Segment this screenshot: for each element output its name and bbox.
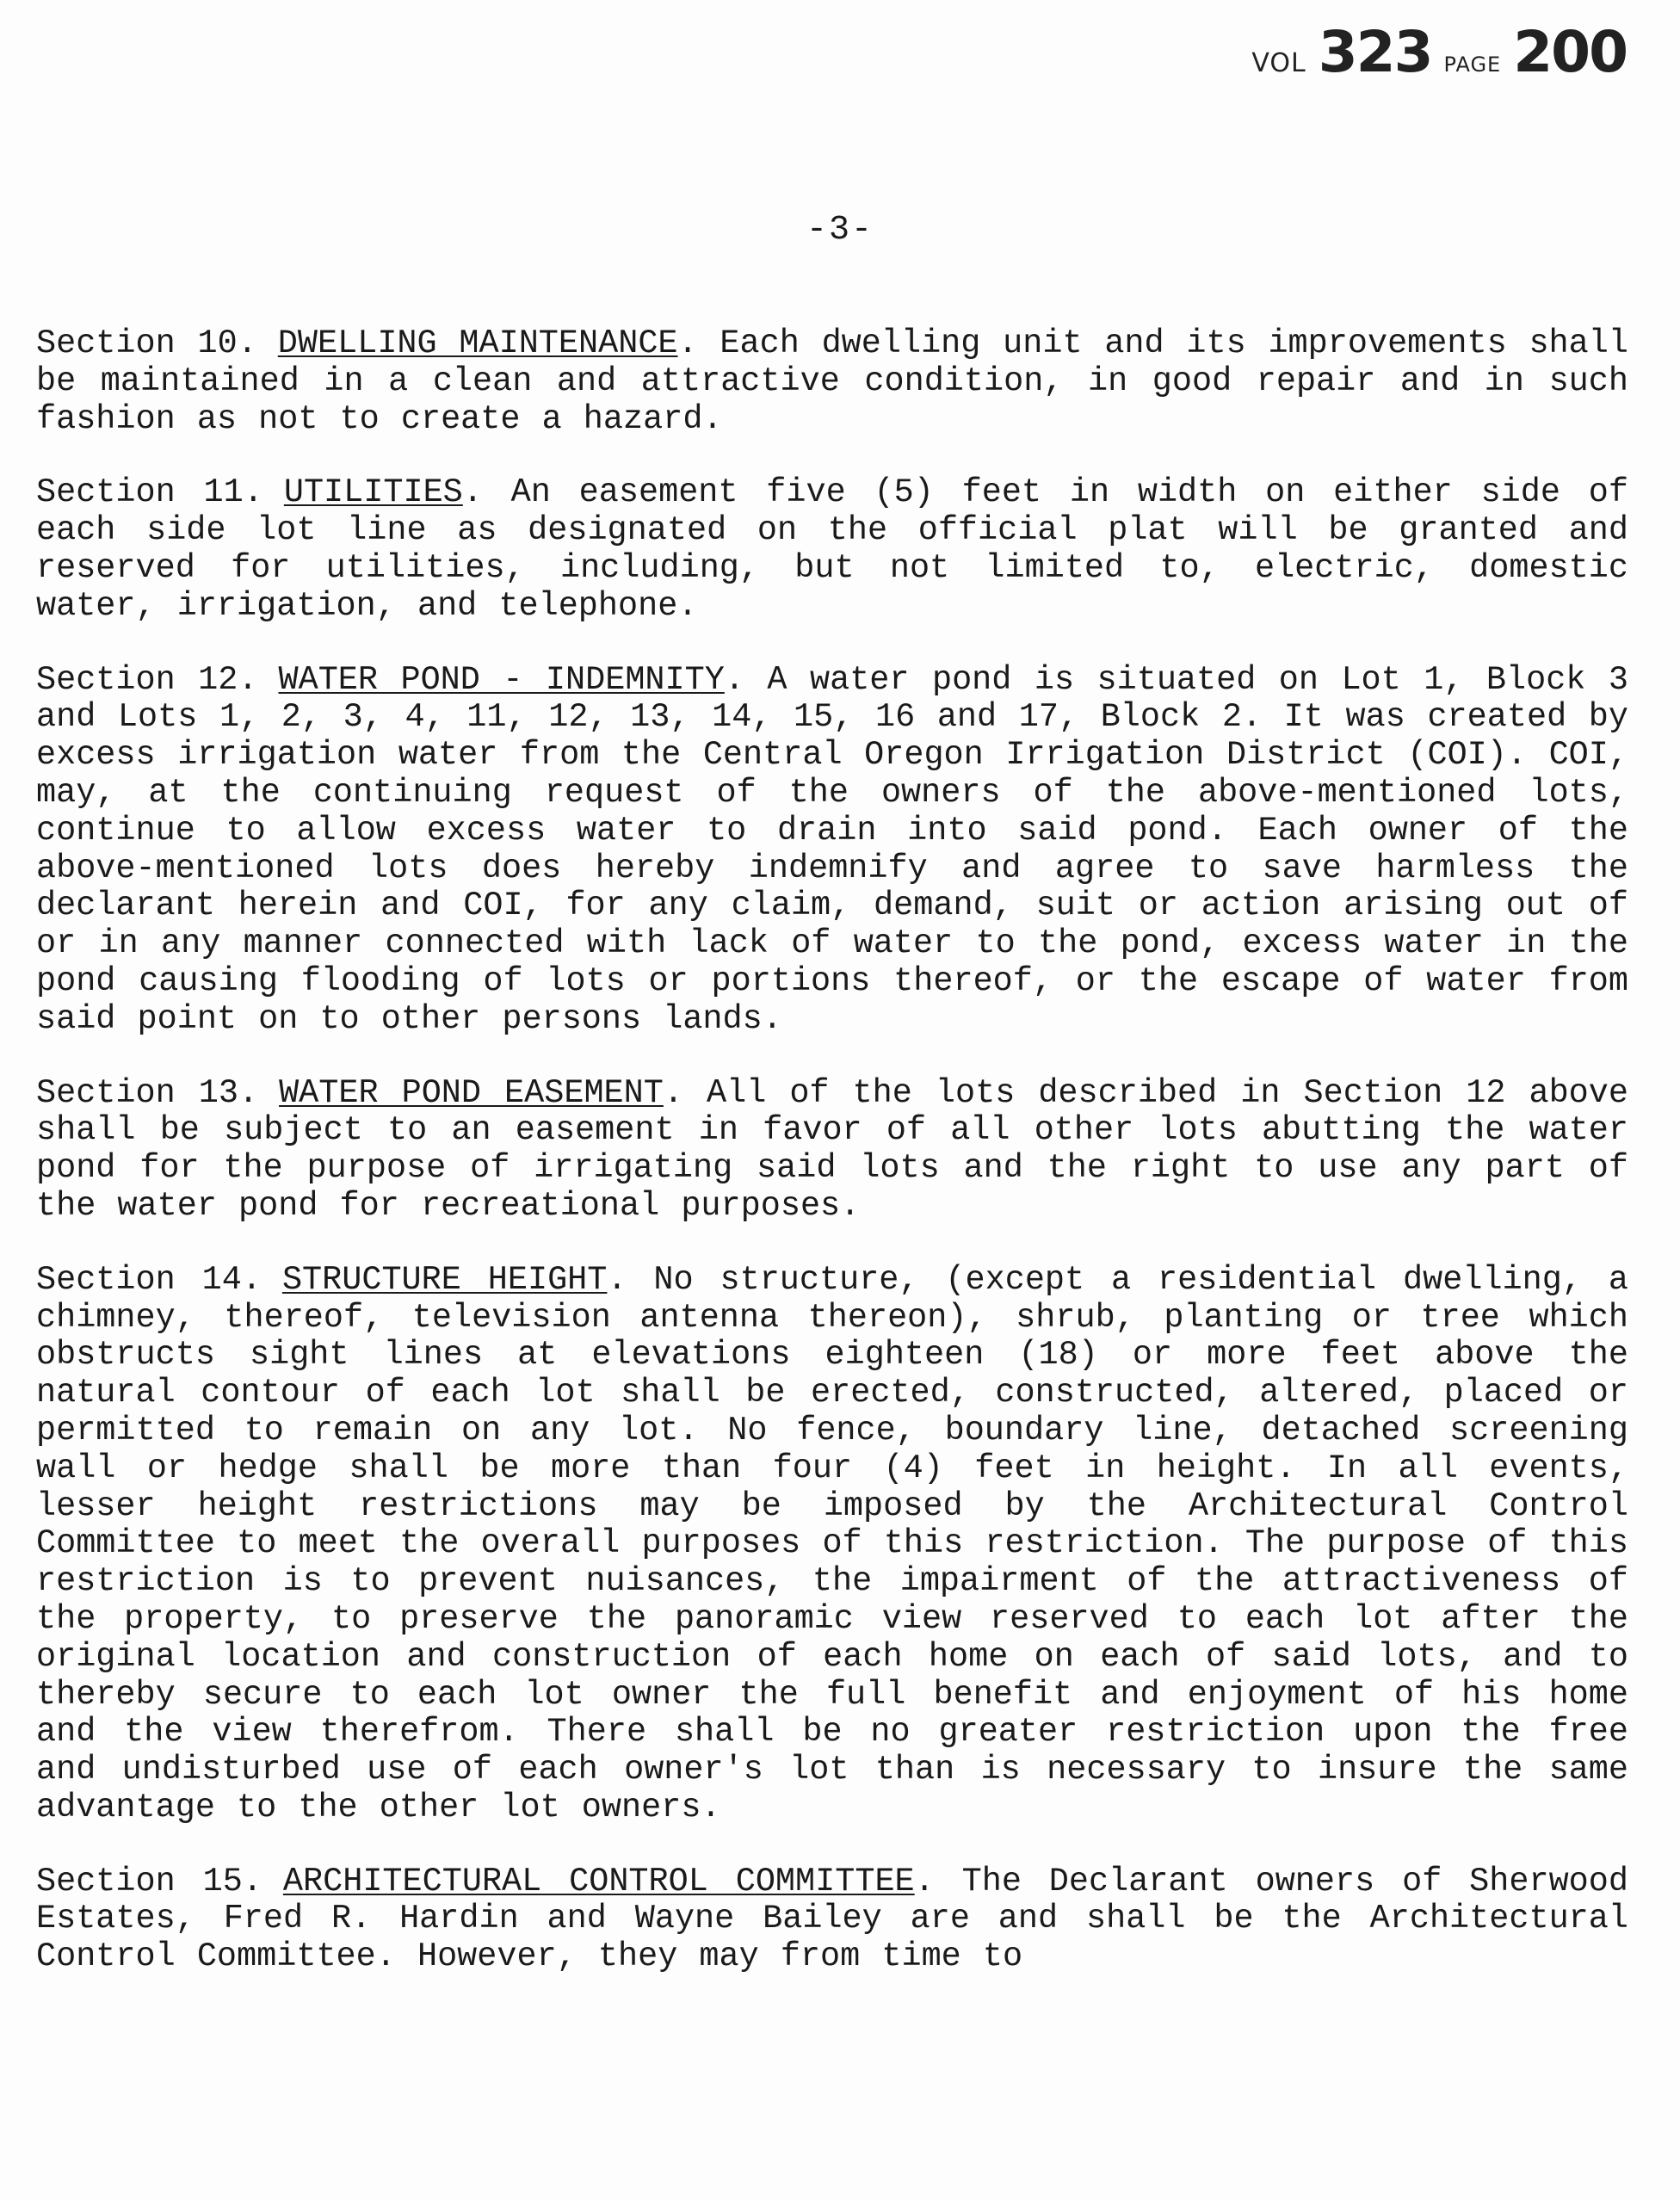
section-text: . A water pond is situated on Lot 1, Block 3 and Lots 1, 2, 3, 4, 11, 12, 13, 14, 15, 16 and 17, Block 2. It was created by excess irrigation water from the Central Oregon Irrigation District (COI). COI, may, at the continuing request of the owners of the above-mentioned lots, continue to allow excess water to drain into said pond. Each owner of the above-mentioned lots does hereby indemnify and agree to save harmless the declarant herein and COI, for any claim, demand, suit or action arising out of or in any manner connected with lack of water to the pond, excess water in the pond causing flooding of lots or portions thereof, or the escape of water from said point on to other persons lands. (36, 660, 1628, 1038)
section-13 (36, 1075, 1628, 1226)
section-number: Section 12. (36, 660, 258, 699)
section-heading: WATER POND - INDEMNITY (278, 660, 725, 699)
section-heading: WATER POND EASEMENT (279, 1073, 664, 1112)
section-text: . Each dwelling unit and its improvements shall be maintained in a clean and attractive condition, in good repair and in such fashion as not to create a hazard. (36, 324, 1628, 438)
section-heading: UTILITIES (283, 473, 463, 512)
section-text: . All of the lots described in Section 12 above shall be subject to an easement in favor of all other lots abutting the water pond for the purpose of irrigating said lots and the right to use any part of the water pond for recreational purposes. (36, 1073, 1628, 1225)
section-number: Section 15. (36, 1862, 262, 1900)
section-heading: STRUCTURE HEIGHT (281, 1260, 608, 1299)
section-11 (36, 474, 1628, 625)
page-number-stamp: 200 (1513, 19, 1627, 85)
section-number: Section 13. (36, 1073, 259, 1112)
section-10 (36, 325, 1628, 438)
section-text: . No structure, (except a residential dwelling, a chimney, thereof, television antenna thereon), shrub, planting or tree which obstructs sight lines at elevations eighteen (18) or more feet above the natural contour of each lot shall be erected, constructed, altered, placed or permitted to remain on any lot. No fence, boundary line, detached screening wall or hedge shall be more than four (4) feet in height. In all events, lesser height restrictions may be imposed by the Architectural Control Committee to meet the overall purposes of this restriction. The purpose of this restriction is to prevent nuisances, the impairment of the attractiveness of the property, to preserve the panoramic view reserved to each lot after the original location and construction of each home on each of said lots, and to thereby secure to each lot owner the full benefit and enjoyment of his home and the view therefrom. There shall be no greater restriction upon the free and undisturbed use of each owner's lot than is necessary to insure the same advantage to the other lot owners. (36, 1260, 1628, 1826)
volume-page-stamp (1251, 19, 1627, 85)
section-12 (36, 662, 1628, 1039)
page-label: PAGE (1443, 53, 1502, 77)
page-marker: -3- (806, 211, 874, 250)
document-body (36, 325, 1628, 2012)
section-heading: DWELLING MAINTENANCE (277, 324, 678, 362)
section-number: Section 11. (36, 473, 263, 512)
vol-label: VOL (1251, 48, 1306, 78)
section-heading: ARCHITECTURAL CONTROL COMMITTEE (282, 1862, 915, 1900)
section-text: . The Declarant owners of Sherwood Estates, Fred R. Hardin and Wayne Bailey are and shall be the Architectural Control Committee. However, they may from time to (36, 1862, 1628, 1976)
vol-number: 323 (1318, 19, 1432, 85)
section-14 (36, 1262, 1628, 1827)
section-15 (36, 1863, 1628, 1976)
section-text: . An easement five (5) feet in width on either side of each side lot line as designated on the official plat will be granted and reserved for utilities, including, but not limited to, electric, domestic water, irrigation, and telephone. (36, 473, 1628, 625)
section-number: Section 10. (36, 324, 257, 362)
section-number: Section 14. (36, 1260, 262, 1299)
